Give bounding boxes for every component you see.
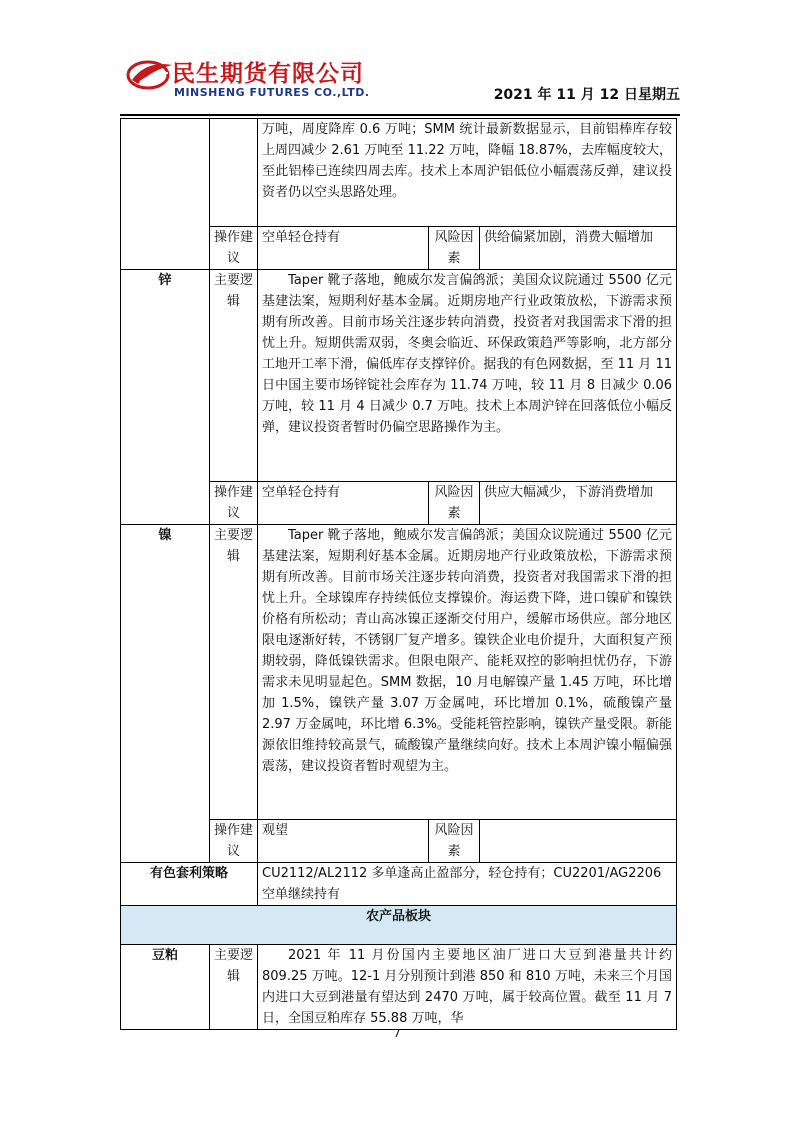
nickel-name: 镍 (121, 525, 210, 863)
minsheng-logo-icon (126, 56, 176, 92)
aluminum-name-cell (121, 119, 210, 270)
operation-advice-label: 操作建议 (210, 227, 258, 270)
page-number: 7 (393, 1027, 401, 1040)
arbitrage-row (121, 863, 677, 906)
nickel-logic-row (121, 525, 677, 820)
nickel-logic-text: Taper 靴子落地，鲍威尔发言偏鸽派；美国众议院通过 5500 亿元基建法案，短期利好基本金属。近期房地产行业政策放松，下游需求预期有所改善。目前市场关注逐步转向消费，投资者对我国需求下滑的担忧上升。全球镍库存持续低位支撑镍价。海运费下降，进口镍矿和镍铁价格有所松动；青山高冰镍正逐渐交付用户，缓解市场供应。部分地区限电逐渐好转，不锈钢厂复产增多。镍铁企业电价提升，大面积复产预期较弱，降低镍铁需求。但限电限产、能耗双控的影响担忧仍存，下游需求未见明显起色。SMM 数据，10 月电解镍产量 1.45 万吨，环比增加 1.5%，镍铁产量 3.07 万金属吨，环比增加 0.1%，硫酸镍产量 2.97 万金属吨，环比增 6.3%。受能耗管控影响，镍铁产量受限。新能源依旧维持较高景气，硫酸镍产量继续向好。技术上本周沪镍小幅偏强震荡，建议投资者暂时观望为主。 (258, 525, 677, 820)
company-name-cn: 民生期货有限公司 (172, 61, 364, 87)
aluminum-logic-row (121, 119, 677, 227)
risk-factors-label: 风险因素 (429, 227, 480, 270)
header-divider (120, 114, 680, 116)
arbitrage-text: CU2112/AL2112 多单逢高止盈部分，轻仓持有；CU2201/AG2206 空单继续持有 (258, 863, 677, 906)
aluminum-logic-text: 万吨，周度降库 0.6 万吨；SMM 统计最新数据显示，目前铝棒库存较上周四减少 2.61 万吨至 11.22 万吨，降幅 18.87%，去库幅度较大，至此铝棒已连续四周去库。技术上本周沪铝低位小幅震荡反弹，建议投资者仍以空头思路处理。 (258, 119, 677, 227)
arbitrage-label: 有色套利策略 (121, 863, 258, 906)
risk-factors-label: 风险因素 (429, 820, 480, 863)
zinc-advice: 空单轻仓持有 (258, 482, 429, 525)
agri-section-row (121, 906, 677, 945)
zinc-logic-text: Taper 靴子落地，鲍威尔发言偏鸽派；美国众议院通过 5500 亿元基建法案，短期利好基本金属。近期房地产行业政策放松，下游需求预期有所改善。目前市场关注逐步转向消费，投资者对我国需求下滑的担忧上升。短期供需双弱，冬奥会临近、环保政策趋严等影响，北方部分工地开工率下滑，偏低库存支撑锌价。据我的有色网数据，至 11 月 11 日中国主要市场锌锭社会库存为 11.74 万吨，较 11 月 8 日减少 0.06 万吨，较 11 月 4 日减少 0.7 万吨。技术上本周沪锌在回落低位小幅反弹，建议投资者暂时仍偏空思路操作为主。 (258, 270, 677, 482)
soymeal-logic-row (121, 945, 677, 1030)
risk-factors-label: 风险因素 (429, 482, 480, 525)
aluminum-risk: 供给偏紧加剧，消费大幅增加 (480, 227, 677, 270)
aluminum-logic-label-cell (210, 119, 258, 227)
agri-section-title: 农产品板块 (121, 906, 677, 945)
main-logic-label: 主要逻辑 (210, 525, 258, 820)
soymeal-name: 豆粕 (121, 945, 210, 1030)
page-header (120, 50, 680, 110)
soymeal-logic-text: 2021 年 11 月份国内主要地区油厂进口大豆到港量共计约 809.25 万吨。12-1 月分别预计到港 850 和 810 万吨，未来三个月国内进口大豆到港量有望达到 2470 万吨，属于较高位置。截至 11 月 7 日，全国豆粕库存 55.88 万吨，华 (258, 945, 677, 1030)
company-name-en: MINSHENG FUTURES CO.,LTD. (174, 86, 370, 99)
zinc-logic-row (121, 270, 677, 482)
nickel-advice: 观望 (258, 820, 429, 863)
strategy-table (120, 118, 677, 1030)
operation-advice-label: 操作建议 (210, 482, 258, 525)
operation-advice-label: 操作建议 (210, 820, 258, 863)
main-logic-label: 主要逻辑 (210, 945, 258, 1030)
report-date: 2021 年 11 月 12 日星期五 (493, 87, 680, 103)
main-logic-label: 主要逻辑 (210, 270, 258, 482)
aluminum-advice: 空单轻仓持有 (258, 227, 429, 270)
zinc-risk: 供应大幅减少，下游消费增加 (480, 482, 677, 525)
nickel-risk (480, 820, 677, 863)
zinc-name: 锌 (121, 270, 210, 525)
